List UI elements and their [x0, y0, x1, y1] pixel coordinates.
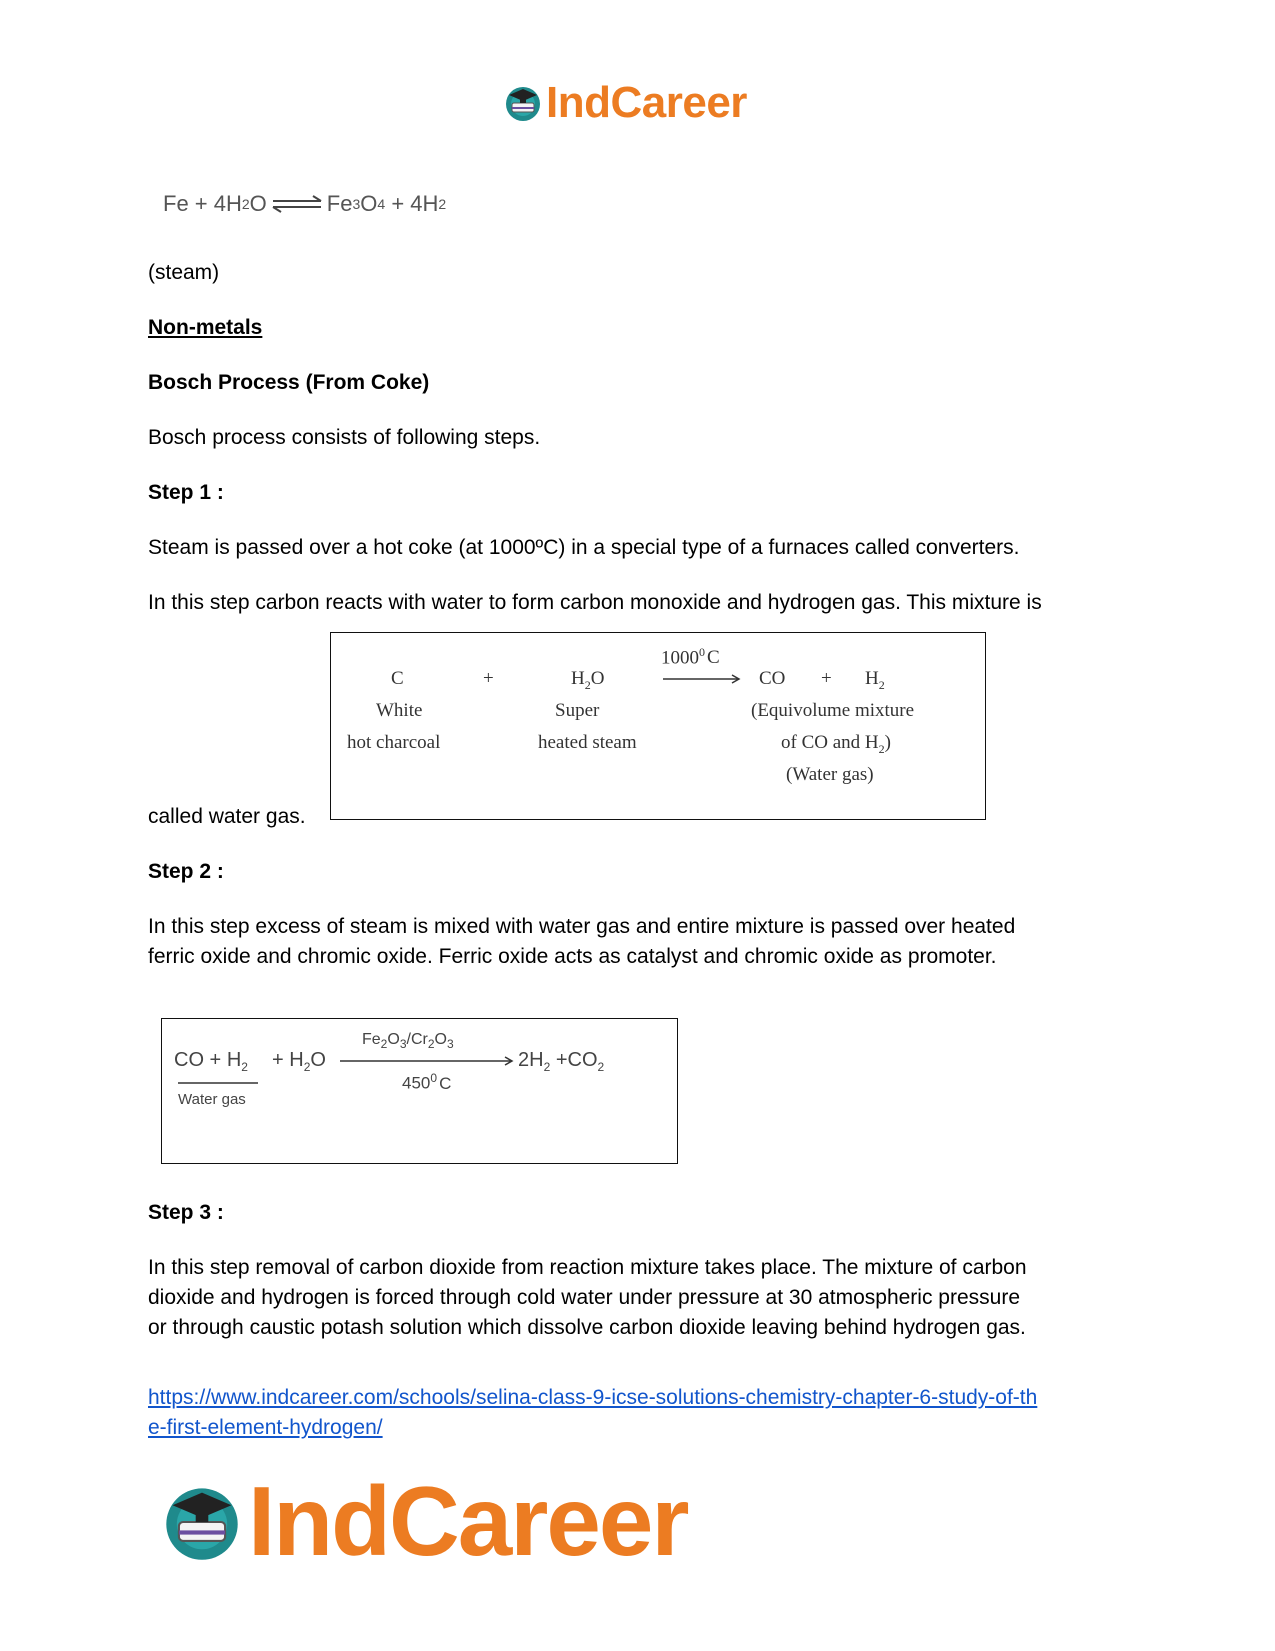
equation-rhs-b: + 4H: [385, 191, 439, 216]
water-h: H: [571, 668, 585, 689]
catalyst-sub: 2: [380, 1037, 388, 1052]
step3-paragraph-line-2: dioxide and hydrogen is forced through cold water under pressure at 30 atmospheric pressure: [148, 1286, 1021, 1309]
equation-lhs: Fe + 4H: [163, 191, 242, 216]
plus-sign: +: [483, 668, 494, 689]
reactant-water-gas: [174, 1049, 248, 1074]
water-sub: 2: [584, 677, 591, 692]
catalyst-o2: O: [434, 1031, 447, 1048]
reversible-arrow-icon: [269, 195, 325, 213]
product-label-3: (Water gas): [786, 764, 874, 785]
source-link-line-1[interactable]: https://www.indcareer.com/schools/selina-class-9-icse-solutions-chemistry-chapter-6-study-of-th: [148, 1386, 1038, 1409]
lhs-co: CO +: [174, 1049, 222, 1071]
reaction-condition: [661, 645, 720, 669]
water-gas-underline: [178, 1081, 260, 1085]
catalyst-cr: /Cr: [406, 1031, 428, 1048]
lhs-h: H: [226, 1049, 242, 1071]
footer-logo: [160, 1465, 688, 1578]
plus-sign: +: [821, 668, 832, 689]
catalyst-fe: Fe: [362, 1031, 381, 1048]
catalyst-o: O: [387, 1031, 400, 1048]
temperature-sup: 0: [430, 1071, 438, 1085]
product-label-2-close: ): [884, 732, 891, 753]
water-gas-label: Water gas: [178, 1091, 246, 1108]
lhs-water: + H: [272, 1049, 304, 1071]
lhs-water-tail: O: [310, 1049, 326, 1071]
equation-rhs-a: Fe: [326, 191, 353, 216]
step3-heading: Step 3 :: [148, 1201, 224, 1224]
product-label-2-sub: 2: [878, 741, 885, 756]
catalyst-sub: 3: [446, 1037, 454, 1052]
temperature-label: [402, 1071, 451, 1094]
reactant-steam: [272, 1049, 326, 1074]
equation-subscript: 3: [352, 196, 361, 212]
reactant-water-label-2: heated steam: [538, 732, 637, 753]
lhs-h-sub: 2: [241, 1060, 248, 1074]
water-gas-reaction-diagram: [330, 632, 986, 820]
condition-value: 1000: [661, 647, 699, 669]
logo-wordmark: IndCareer: [248, 1466, 688, 1576]
steam-label: (steam): [148, 261, 220, 284]
step3-paragraph-line-3: or through caustic potash solution which dissolve carbon dioxide leaving behind hydrogen gas.: [148, 1316, 1026, 1339]
products: [518, 1049, 604, 1074]
lhs-water-sub: 2: [303, 1060, 311, 1074]
graduation-cap-book-icon: [503, 83, 543, 123]
hydrogen-h: H: [865, 668, 879, 689]
step1-paragraph-3: called water gas.: [148, 805, 306, 828]
reactant-carbon-label-2: hot charcoal: [347, 732, 441, 753]
reactant-carbon: C: [391, 668, 404, 689]
reactant-water: [571, 668, 604, 693]
rhs-co2: +CO: [555, 1049, 598, 1071]
right-arrow-icon: [663, 673, 743, 685]
product-co: CO: [759, 668, 786, 689]
graduation-cap-book-icon: [160, 1480, 244, 1564]
header-logo: [503, 78, 747, 128]
condition-sup: 0: [699, 645, 705, 659]
equation-subscript: 4: [377, 196, 386, 212]
temperature-unit: C: [439, 1073, 452, 1093]
step3-paragraph-line-1: In this step removal of carbon dioxide from reaction mixture takes place. The mixture of carbon: [148, 1256, 1027, 1279]
hydrogen-sub: 2: [878, 677, 885, 692]
step2-paragraph-line-2: ferric oxide and chromic oxide. Ferric oxide acts as catalyst and chromic oxide as promoter.: [148, 945, 997, 968]
equation-subscript: 2: [241, 196, 250, 212]
product-label-2: [781, 732, 891, 757]
reactant-water-label-1: Super: [555, 700, 600, 721]
catalyst-label: [362, 1031, 454, 1051]
reactant-carbon-label-1: White: [376, 700, 423, 721]
rhs-co2-sub: 2: [597, 1060, 605, 1074]
catalyst-sub: 2: [427, 1037, 435, 1052]
product-label-2-text: of CO and H: [781, 732, 879, 753]
intro-paragraph: Bosch process consists of following steps.: [148, 426, 541, 449]
hydrogen-shift-reaction-diagram: [161, 1018, 678, 1164]
equation-subscript: 2: [438, 196, 447, 212]
catalyst-sub: 3: [399, 1037, 407, 1052]
step1-paragraph-2: In this step carbon reacts with water to form carbon monoxide and hydrogen gas. This mixture is: [148, 591, 1042, 614]
product-hydrogen: [865, 668, 885, 693]
logo-wordmark: IndCareer: [546, 78, 747, 127]
right-arrow-icon: [340, 1055, 516, 1067]
equation-rhs-mid: O: [360, 191, 378, 216]
water-o: O: [590, 668, 605, 689]
source-link-line-2[interactable]: e-first-element-hydrogen/: [148, 1416, 383, 1439]
equation-lhs-tail: O: [249, 191, 267, 216]
rhs-hydrogen-sub: 2: [543, 1060, 551, 1074]
step2-paragraph-line-1: In this step excess of steam is mixed with water gas and entire mixture is passed over heated: [148, 915, 1016, 938]
step1-paragraph-1: Steam is passed over a hot coke (at 1000ºC) in a special type of a furnaces called converters.: [148, 536, 1020, 559]
iron-steam-equation: [163, 191, 446, 217]
section-heading-non-metals: Non-metals: [148, 316, 263, 339]
product-label-1: (Equivolume mixture: [751, 700, 915, 721]
condition-unit: C: [707, 647, 720, 669]
rhs-hydrogen: 2H: [518, 1049, 544, 1071]
step2-heading: Step 2 :: [148, 860, 224, 883]
bosch-process-heading: Bosch Process (From Coke): [148, 371, 430, 394]
temperature-value: 450: [402, 1073, 431, 1093]
step1-heading: Step 1 :: [148, 481, 224, 504]
